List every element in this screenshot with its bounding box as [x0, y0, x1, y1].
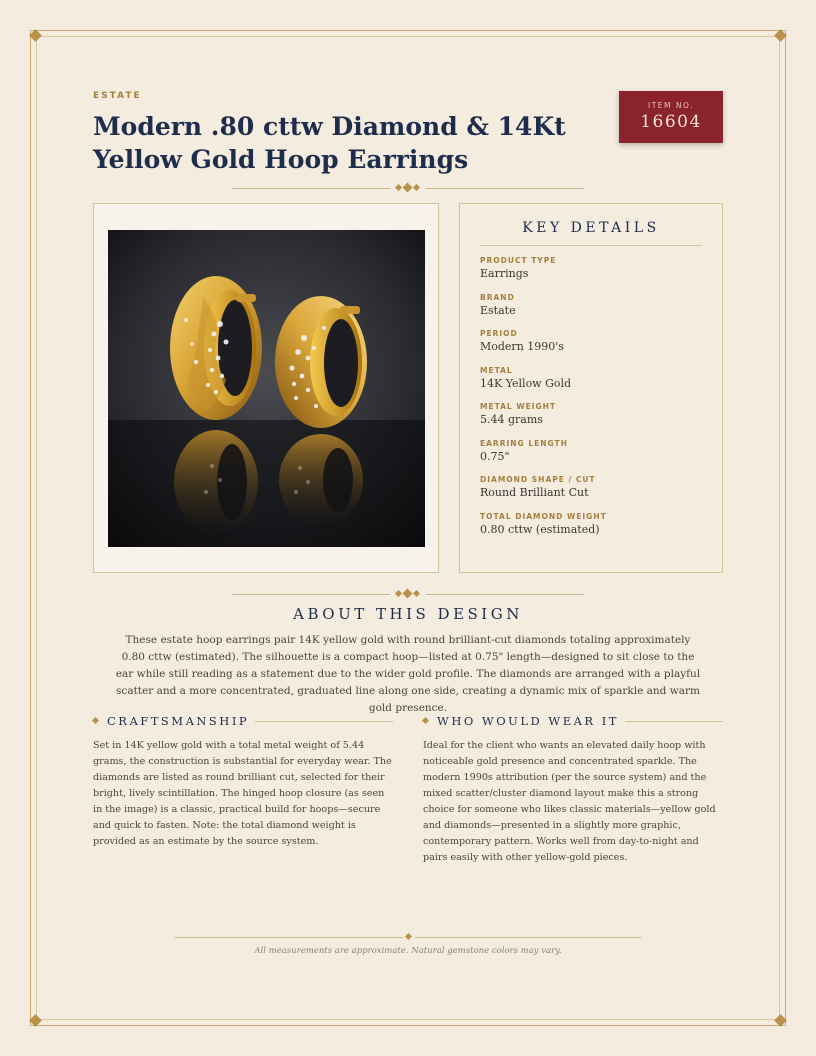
about-body: These estate hoop earrings pair 14K yellow gold with round brilliant-cut diamonds totaling approximately 0.80 cttw (estimated). The silhouette is a compact hoop—listed at 0.75" length—designed to sit close to the ear while still reading as a statement due to the wider gold profile. The diamonds are arranged with a playful scatter and a more concentrated, graduated line along one side, creating a dynamic mix of sparkle and warm gold presence.	[115, 634, 701, 714]
detail-value: Round Brilliant Cut	[480, 486, 589, 499]
detail-value: 5.44 grams	[480, 413, 543, 426]
category-eyebrow: ESTATE	[93, 91, 142, 101]
detail-brand	[480, 293, 710, 317]
divider-diamond-icon	[395, 184, 402, 191]
detail-label: PRODUCT TYPE	[480, 256, 557, 265]
detail-period	[480, 329, 710, 353]
detail-value: Modern 1990's	[480, 340, 564, 353]
page-title: Modern .80 cttw Diamond & 14Kt Yellow Gold Hoop Earrings	[93, 112, 566, 174]
detail-label: METAL	[480, 366, 513, 375]
detail-label: PERIOD	[480, 329, 518, 338]
craftsmanship-heading	[93, 714, 393, 728]
divider-diamond-icon	[395, 590, 402, 597]
detail-metal	[480, 366, 710, 390]
craftsmanship-body: Set in 14K yellow gold with a total metal weight of 5.44 grams, the construction is substantial for everyday wear. The diamonds are listed as round brilliant cut, selected for their bright, lively scintillation. The hinged hoop closure (as seen in the image) is a classic, practical build for hoops—secure and quick to fasten. Note: the total diamond weight is provided as an estimate by the source system.	[93, 740, 392, 847]
detail-value: Earrings	[480, 267, 529, 280]
detail-value: 0.80 cttw (estimated)	[480, 523, 600, 536]
footer-note: All measurements are approximate. Natural gemstone colors may vary.	[254, 946, 562, 956]
wearer-body: Ideal for the client who wants an elevated daily hoop with noticeable gold presence and concentrated sparkle. The modern 1990s attribution (per the source system) and the mixed scatter/cluster diamond layout make this a strong choice for someone who likes classic materials—yellow gold and diamonds—presented in a slightly more graphic, contemporary pattern. Works well from day-to-night and pairs easily with other yellow-gold pieces.	[423, 740, 716, 863]
detail-label: DIAMOND SHAPE / CUT	[480, 475, 596, 484]
item-number-label: ITEM NO.	[648, 101, 694, 110]
detail-product-type	[480, 256, 710, 280]
product-photo[interactable]	[108, 230, 425, 547]
wearer-heading	[423, 714, 723, 728]
wearer-title: WHO WOULD WEAR IT	[437, 714, 619, 728]
divider-diamond-icon	[403, 589, 413, 599]
key-details-title: KEY DETAILS	[522, 220, 660, 236]
footer-divider	[175, 932, 641, 942]
detail-earring-length	[480, 439, 710, 463]
right-earring	[275, 296, 367, 428]
item-number-value: 16604	[640, 112, 702, 132]
detail-label: TOTAL DIAMOND WEIGHT	[480, 512, 607, 521]
about-title: ABOUT THIS DESIGN	[293, 605, 523, 623]
heading-diamond-icon	[422, 717, 429, 724]
divider-diamond-icon	[413, 184, 420, 191]
detail-label: BRAND	[480, 293, 515, 302]
craftsmanship-title: CRAFTSMANSHIP	[107, 714, 250, 728]
detail-metal-weight	[480, 402, 710, 426]
detail-value: Estate	[480, 304, 516, 317]
item-number-badge	[619, 91, 723, 143]
key-details-divider	[480, 245, 702, 246]
product-photo-frame	[93, 203, 439, 573]
detail-label: METAL WEIGHT	[480, 402, 557, 411]
key-details-panel	[459, 203, 723, 573]
detail-value: 14K Yellow Gold	[480, 377, 572, 390]
detail-label: EARRING LENGTH	[480, 439, 568, 448]
divider-diamond-icon	[403, 183, 413, 193]
left-earring	[170, 276, 262, 420]
detail-diamond-shape	[480, 475, 710, 499]
heading-diamond-icon	[92, 717, 99, 724]
divider-diamond-icon	[413, 590, 420, 597]
detail-total-diamond-weight	[480, 512, 710, 536]
detail-value: 0.75"	[480, 450, 510, 463]
divider-diamond-icon	[405, 933, 412, 940]
title-divider	[232, 183, 584, 193]
about-divider	[232, 589, 584, 599]
